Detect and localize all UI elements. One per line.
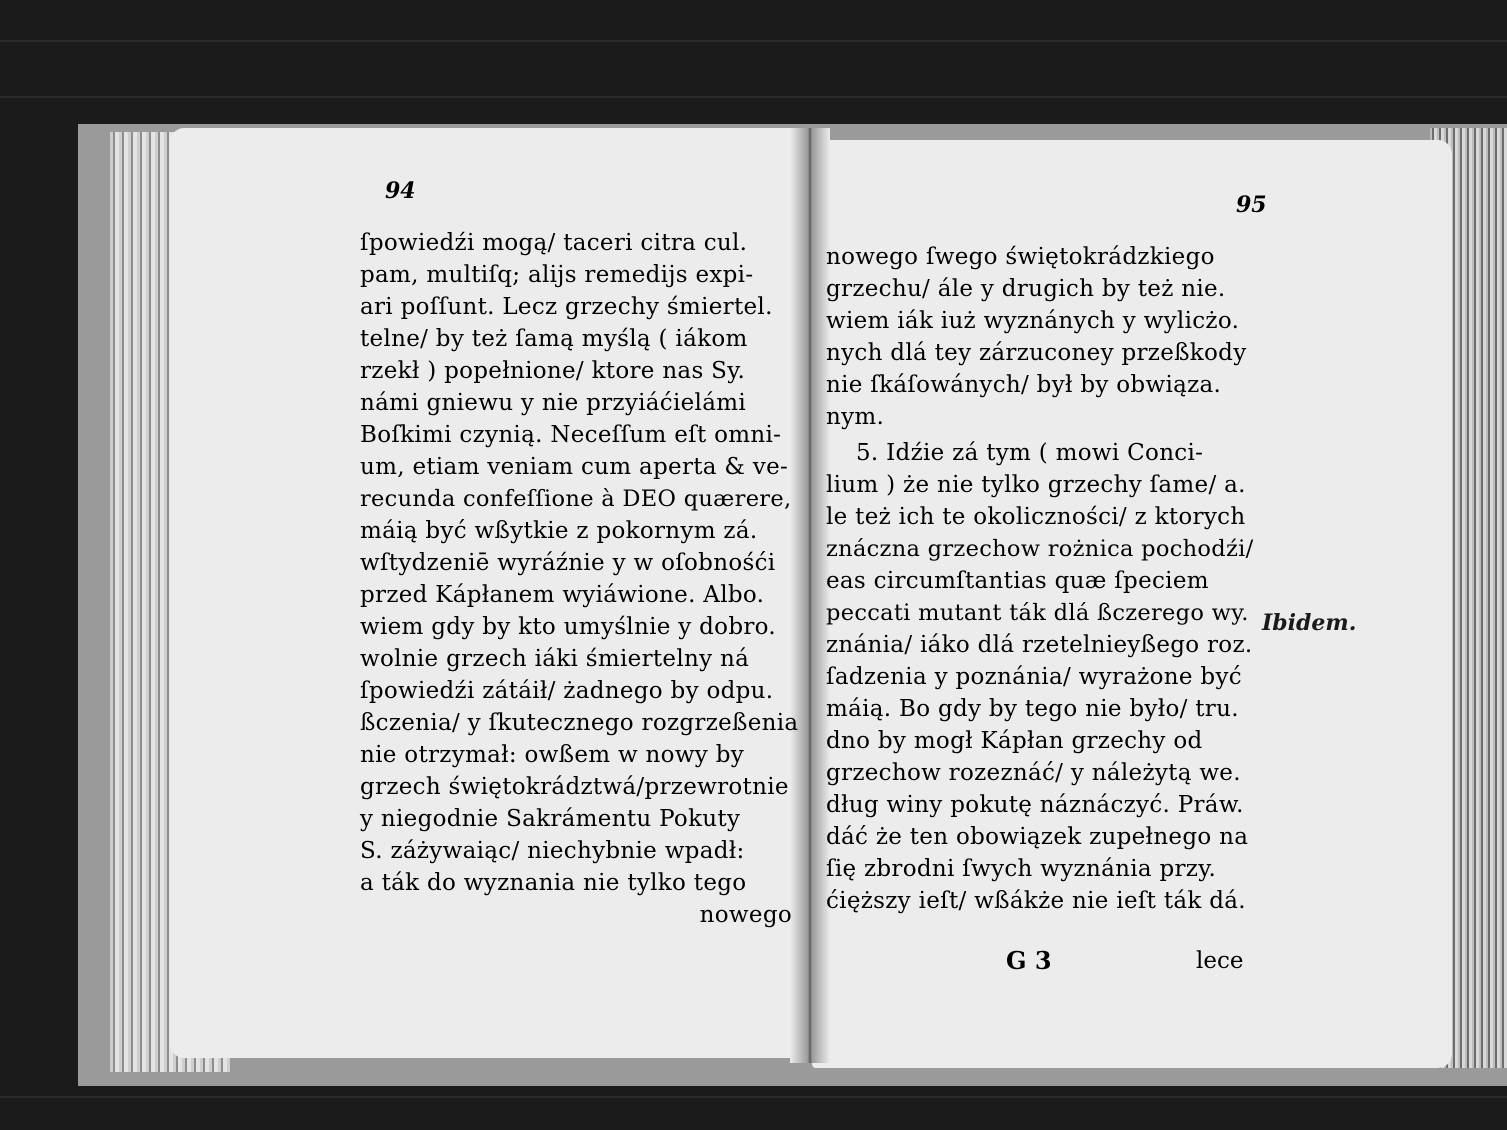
left-page-number: 94	[385, 178, 416, 204]
text-line: recunda confeſſione à DEO quærere,	[360, 486, 792, 512]
text-line: dług winy pokutę náznáczyć. Práw.	[826, 792, 1244, 818]
text-line: wiem iák iuż wyznánych y wylicżo.	[826, 308, 1240, 334]
text-line: eas circumſtantias quæ ſpeciem	[826, 568, 1209, 594]
text-line: telne/ by też ſamą myślą ( iákom	[360, 326, 748, 352]
text-line: przed Kápłanem wyiáwione. Albo.	[360, 582, 765, 608]
text-line: grzech świętokrádztwá/przewrotnie	[360, 774, 789, 800]
right-page-number: 95	[1236, 192, 1267, 218]
text-line: námi gniewu y nie przyiáćielámi	[360, 390, 746, 416]
text-line: grzechu/ ále y drugich by też nie.	[826, 276, 1226, 302]
text-line: ari poſſunt. Lecz grzechy śmiertel.	[360, 294, 773, 320]
text-line: máią być wßytkie z pokornym zá.	[360, 518, 758, 544]
text-line: nie ſkáſowánych/ był by obwiąza.	[826, 372, 1222, 398]
text-line: nowego ſwego świętokrádzkiego	[826, 244, 1215, 270]
margin-note: Ibidem.	[1262, 610, 1357, 636]
text-line: grzechow rozeznáć/ y náleżytą we.	[826, 760, 1241, 786]
text-line: dáć że ten obowiązek zupełnego na	[826, 824, 1249, 850]
right-catchword: lece	[1196, 948, 1244, 974]
text-line: nych dlá tey zárzuconey przeßkody	[826, 340, 1247, 366]
text-line: ſpowiedźi mogą/ taceri citra cul.	[360, 230, 748, 256]
text-line: ſpowiedźi zátáił/ żadnego by odpu.	[360, 678, 774, 704]
text-line: a ták do wyznania nie tylko tego	[360, 870, 747, 896]
text-line: peccati mutant ták dlá ßczerego wy.	[826, 600, 1249, 626]
text-line: rzekł ) popełnione/ ktore nas Sy.	[360, 358, 746, 384]
text-line: pam, multiſq; alijs remedijs expi-	[360, 262, 754, 288]
text-line: le też ich te okoliczności/ z ktorych	[826, 504, 1246, 530]
signature-mark: G 3	[1006, 946, 1052, 975]
text-line: ßczenia/ y ſkutecznego rozgrzeßenia	[360, 710, 799, 736]
text-line: ſię zbrodni ſwych wyznánia przy.	[826, 856, 1217, 882]
left-catchword: nowego	[699, 902, 792, 928]
text-line: S. záżywaiąc/ niechybnie wpadł:	[360, 838, 745, 864]
text-line: ćięższy ieſt/ wßákże nie ieſt ták dá.	[826, 888, 1246, 914]
text-line: Boſkimi czynią. Neceſſum eſt omni-	[360, 422, 782, 448]
text-line: y niegodnie Sakrámentu Pokuty	[360, 806, 741, 832]
text-line: wſtydzeniē wyráźnie y w oſobnośći	[360, 550, 776, 576]
book-gutter	[790, 128, 830, 1063]
text-line: máią. Bo gdy by tego nie było/ tru.	[826, 696, 1239, 722]
text-line: wiem gdy by kto umyślnie y dobro.	[360, 614, 777, 640]
text-line: lium ) że nie tylko grzechy ſame/ a.	[826, 472, 1246, 498]
text-line: 5. Idźie zá tym ( mowi Conci-	[856, 440, 1204, 466]
text-line: ſadzenia y poznánia/ wyrażone być	[826, 664, 1242, 690]
text-line: znáczna grzechow rożnica pochodźi/	[826, 536, 1254, 562]
text-line: nie otrzymał: owßem w nowy by	[360, 742, 745, 768]
text-line: um, etiam veniam cum aperta & ve-	[360, 454, 789, 480]
text-line: nym.	[826, 404, 885, 430]
text-line: znánia/ iáko dlá rzetelnieyßego roz.	[826, 632, 1253, 658]
text-line: wolnie grzech iáki śmiertelny ná	[360, 646, 750, 672]
text-line: dno by mogł Kápłan grzechy od	[826, 728, 1203, 754]
